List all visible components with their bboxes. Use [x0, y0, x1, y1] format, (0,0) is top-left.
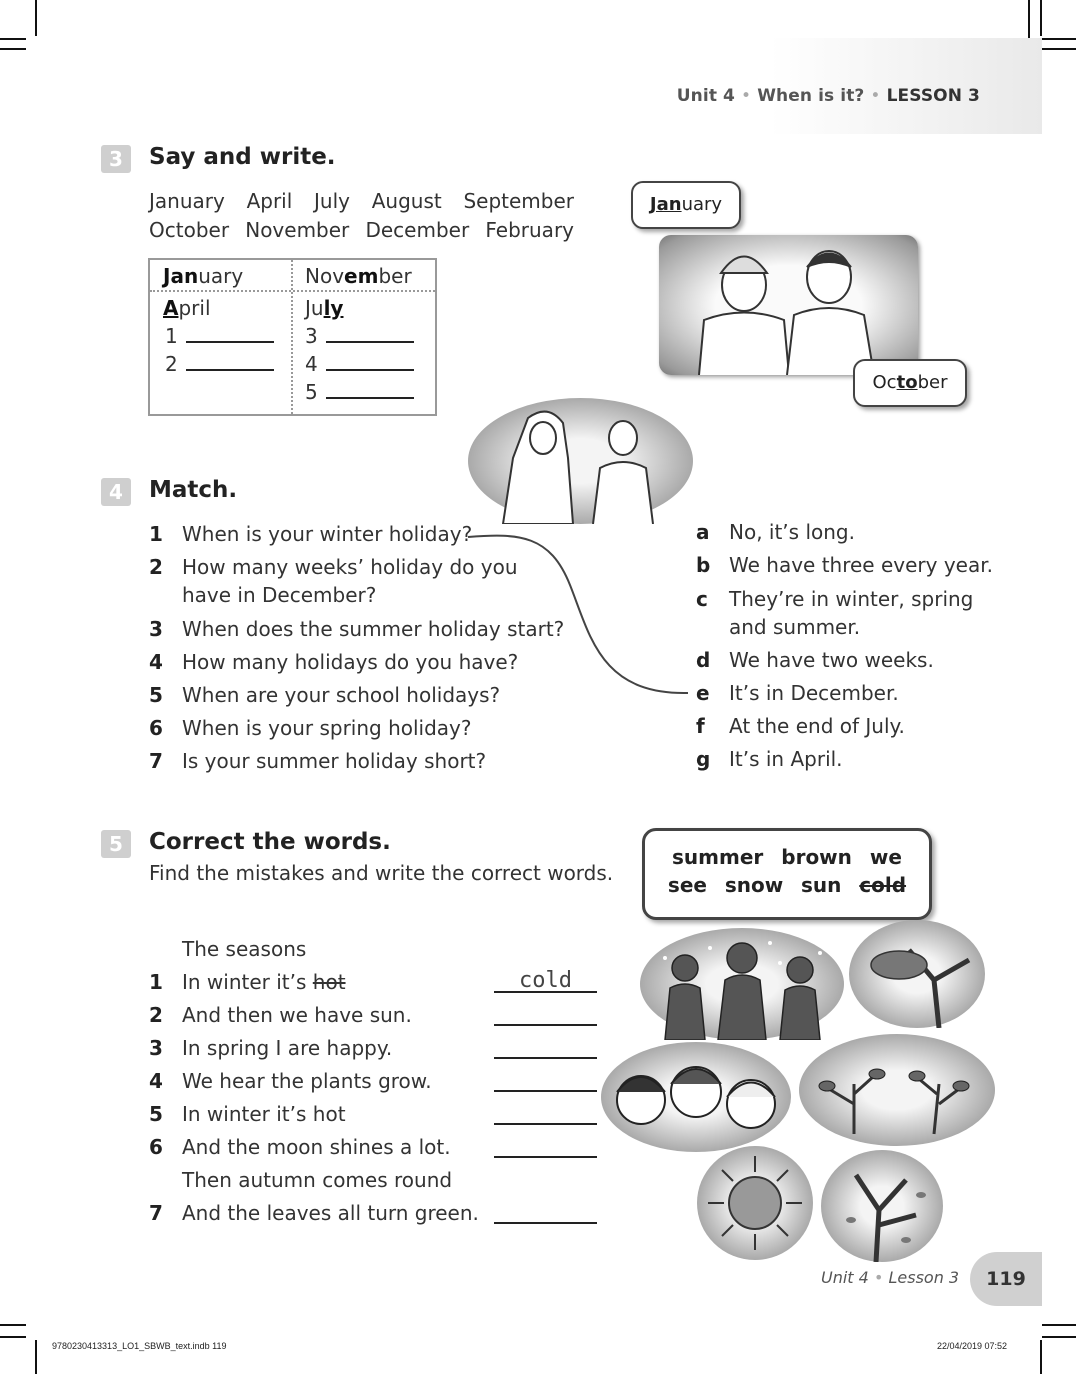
word-box-word: snow	[724, 873, 784, 897]
word-box	[642, 828, 932, 920]
answer-line[interactable]	[494, 1156, 597, 1158]
line-number: 7	[149, 1201, 163, 1225]
question-number: 4	[149, 650, 163, 674]
windy-tree-drawing	[849, 920, 985, 1028]
windy-tree-picture	[849, 920, 985, 1028]
answer-line[interactable]	[494, 1123, 597, 1125]
crop-mark	[1042, 1324, 1076, 1326]
print-date: 22/04/2019 07:52	[937, 1341, 1008, 1351]
crop-mark	[0, 38, 26, 40]
poem-line: And then we have sun.	[182, 1003, 412, 1027]
page-number: 119	[970, 1252, 1042, 1306]
question-text: How many weeks’ holiday do you	[182, 555, 518, 579]
poem-line: We hear the plants grow.	[182, 1069, 432, 1093]
answer-text: It’s in April.	[729, 747, 843, 771]
speech-bubble-january: January	[631, 181, 741, 229]
exercise-3-title: Say and write.	[149, 144, 336, 170]
running-header: Unit 4 • When is it? • LESSON 3	[676, 86, 980, 106]
poem-line: And the leaves all turn green.	[182, 1201, 479, 1225]
month-list-row-2	[149, 218, 574, 242]
answer-letter: c	[696, 587, 708, 611]
answer-line[interactable]	[494, 1090, 597, 1092]
crop-mark	[0, 1336, 26, 1338]
blank-5[interactable]: 5	[305, 380, 414, 404]
line-number: 2	[149, 1003, 163, 1027]
print-file-info: 9780230413313_LO1_SBWB_text.indb 119	[52, 1341, 227, 1351]
answer-text: It’s in December.	[729, 681, 899, 705]
answer-line[interactable]	[494, 991, 597, 993]
question-text: Is your summer holiday short?	[182, 749, 487, 773]
crop-mark	[0, 48, 26, 50]
question-text: When is your spring holiday?	[182, 716, 472, 740]
children-drawing	[601, 1042, 791, 1152]
girls-illustration	[468, 398, 693, 524]
answer-letter: a	[696, 520, 710, 544]
col1-example: April	[163, 296, 211, 320]
line-number: 3	[149, 1036, 163, 1060]
plants-drawing	[799, 1034, 995, 1146]
poem-line: And the moon shines a lot.	[182, 1135, 451, 1159]
poem-line: Then autumn comes round	[182, 1168, 453, 1192]
exercise-number-5: 5	[101, 830, 131, 858]
answer-line[interactable]	[494, 1024, 597, 1026]
spring-plants-picture	[799, 1034, 995, 1146]
crop-mark	[35, 0, 37, 36]
word-box-word: summer	[672, 845, 764, 869]
col1-header: January	[163, 264, 244, 288]
month-word: August	[371, 189, 442, 213]
autumn-tree-drawing	[821, 1150, 943, 1262]
question-number: 2	[149, 555, 163, 579]
blank-4[interactable]: 4	[305, 352, 414, 376]
header-lesson: LESSON 3	[886, 86, 980, 106]
month-word: September	[463, 189, 574, 213]
crop-mark	[35, 1340, 37, 1374]
question-number: 1	[149, 522, 163, 546]
line-number: 4	[149, 1069, 163, 1093]
word-box-word: see	[667, 873, 707, 897]
month-word: December	[365, 218, 470, 242]
poem-title: The seasons	[182, 937, 307, 961]
poem-line: In spring I are happy.	[182, 1036, 393, 1060]
exercise-5-instruction: Find the mistakes and write the correct words.	[149, 861, 614, 885]
example-answer: cold	[519, 968, 572, 993]
word-box-word: we	[869, 845, 902, 869]
month-word: January	[149, 189, 225, 213]
month-list-row-1	[149, 189, 574, 213]
question-text: have in December?	[182, 583, 377, 607]
blank-3[interactable]: 3	[305, 324, 414, 348]
match-line-example	[460, 525, 700, 705]
crop-mark	[1040, 0, 1042, 36]
answer-text: We have three every year.	[729, 553, 993, 577]
exercise-number-4: 4	[101, 478, 131, 506]
month-word: April	[246, 189, 293, 213]
month-word: February	[485, 218, 574, 242]
line-number: 5	[149, 1102, 163, 1126]
exercise-5-title: Correct the words.	[149, 829, 391, 855]
autumn-tree-picture	[821, 1150, 943, 1262]
footer-unit-lesson: Unit 4 • Lesson 3	[821, 1268, 960, 1287]
blank-2[interactable]: 2	[165, 352, 274, 376]
syllable-table	[148, 258, 437, 416]
line-number: 6	[149, 1135, 163, 1159]
crop-mark	[0, 1324, 26, 1326]
answer-letter: e	[696, 681, 710, 705]
question-text: When is your winter holiday?	[182, 522, 473, 546]
word-box-word: brown	[781, 845, 852, 869]
word-box-word: sun	[801, 873, 842, 897]
boys-drawing	[659, 235, 918, 375]
col2-header: November	[305, 264, 412, 288]
poem-line: In winter it’s hot	[182, 970, 346, 994]
exercise-4-title: Match.	[149, 477, 238, 503]
col2-example: July	[305, 296, 344, 320]
answer-letter: f	[696, 714, 705, 738]
crop-mark	[1042, 1336, 1076, 1338]
girls-drawing	[468, 398, 693, 524]
answer-letter: d	[696, 648, 711, 672]
header-title: When is it?	[757, 86, 865, 106]
month-word: October	[149, 218, 230, 242]
question-text: When are your school holidays?	[182, 683, 501, 707]
boys-illustration	[659, 235, 918, 375]
speech-bubble-october: October	[853, 359, 967, 407]
answer-text: They’re in winter, spring	[729, 587, 974, 611]
question-number: 6	[149, 716, 163, 740]
exercise-number-3: 3	[101, 145, 131, 173]
question-number: 3	[149, 617, 163, 641]
answer-letter: b	[696, 553, 711, 577]
happy-children-picture	[601, 1042, 791, 1152]
answer-text: and summer.	[729, 615, 861, 639]
blank-1[interactable]: 1	[165, 324, 274, 348]
crop-mark	[1040, 1340, 1042, 1374]
question-number: 7	[149, 749, 163, 773]
answer-text: At the end of July.	[729, 714, 905, 738]
answer-letter: g	[696, 747, 711, 771]
sun-picture	[697, 1146, 813, 1260]
crop-mark	[1042, 38, 1076, 40]
line-number: 1	[149, 970, 163, 994]
answer-line[interactable]	[494, 1222, 597, 1224]
crop-mark	[1042, 48, 1076, 50]
question-text: How many holidays do you have?	[182, 650, 519, 674]
answer-text: No, it’s long.	[729, 520, 855, 544]
answer-line[interactable]	[494, 1057, 597, 1059]
winter-drawing	[640, 928, 844, 1040]
word-box-crossed-word: cold	[859, 873, 907, 897]
answer-text: We have two weeks.	[729, 648, 934, 672]
winter-children-picture	[640, 928, 844, 1040]
poem-line: In winter it’s hot	[182, 1102, 346, 1126]
question-text: When does the summer holiday start?	[182, 617, 565, 641]
month-word: July	[314, 189, 350, 213]
sun-drawing	[697, 1146, 813, 1260]
question-number: 5	[149, 683, 163, 707]
header-unit: Unit 4	[676, 86, 735, 106]
month-word: November	[245, 218, 350, 242]
